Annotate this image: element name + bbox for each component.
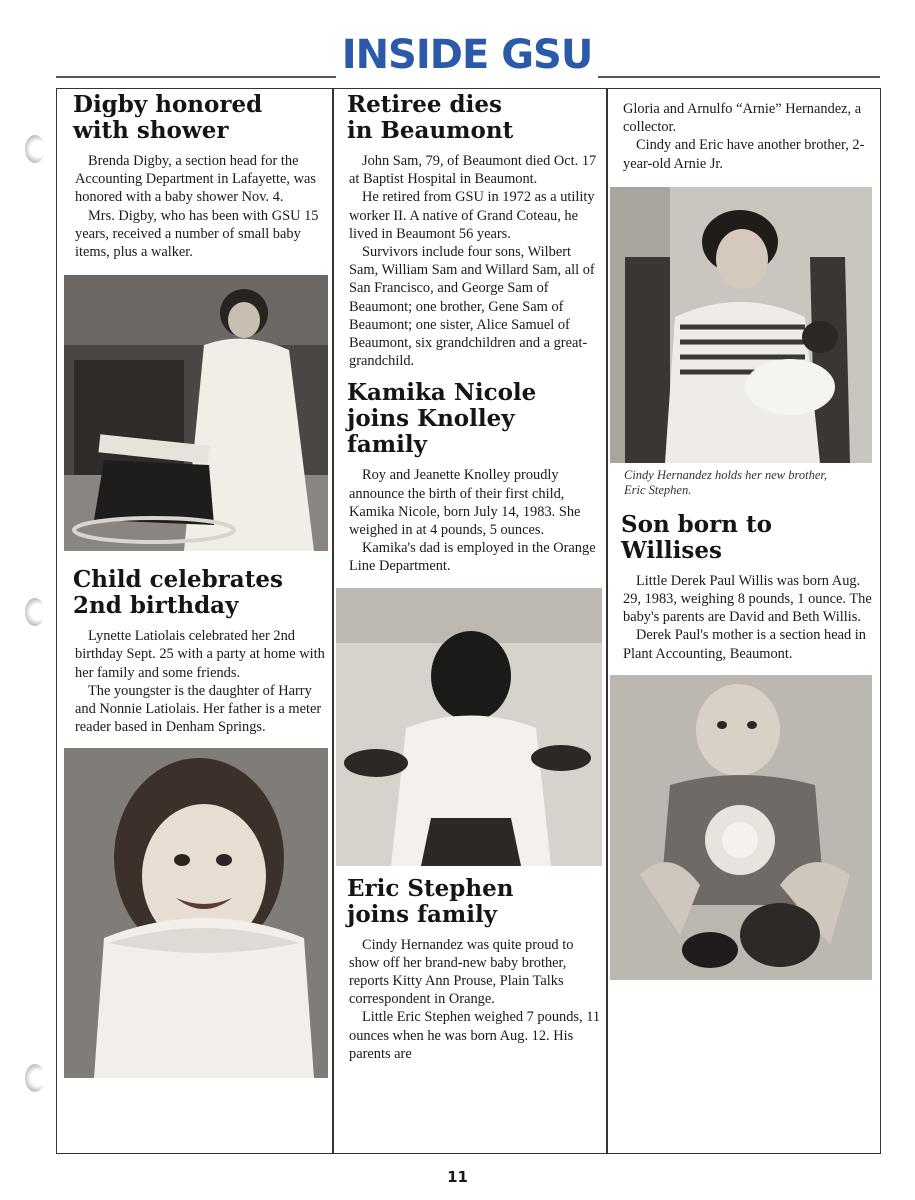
story-body (64, 627, 328, 736)
masthead-rule-left (56, 76, 336, 78)
paragraph: John Sam, 79, of Beaumont died Oct. 17 at Baptist Hospital in Beaumont. (349, 153, 597, 188)
paragraph: The youngster is the daughter of Harry and Nonnie Latiolais. Her father is a meter reader based in Denham Springs. (75, 682, 322, 736)
photo-caption-cindy-eric: Cindy Hernandez holds her new brother, Eric Stephen. (624, 467, 827, 497)
paragraph (338, 936, 602, 1009)
column-rule-1 (332, 88, 334, 1154)
photo-digby-shower-art (64, 275, 328, 551)
story-hernandez-continued (612, 88, 876, 173)
paragraph: Gloria and Arnulfo “Arnie” Hernandez, a collector. (623, 101, 862, 136)
paragraph-text: Cindy Hernandez was quite proud to show off her brand-new baby brother, reports Kitty Ann Prouse, Plain Talks correspondent in Orange. (349, 936, 574, 1008)
paragraph: Little Derek Paul Willis was born Aug. 29, 1983, weighing 8 pounds, 1 ounce. The baby's parents are David and Beth Willis. (623, 572, 872, 626)
column-3 (612, 88, 876, 980)
photo-lynette-art (64, 748, 328, 1078)
photo-derek-paul (610, 675, 872, 980)
paragraph: Cindy and Eric have another brother, 2-year-old Arnie Jr. (623, 137, 865, 172)
photo-derek-art (610, 675, 872, 980)
paragraph: Mrs. Digby, who has been with GSU 15 years, received a number of small baby items, plus a walker. (75, 207, 319, 261)
paragraph: Brenda Digby, a section head for the Accounting Department in Lafayette, was honored with a baby shower Nov. 4. (75, 153, 316, 206)
paragraph: Kamika's dad is employed in the Orange Line Department. (349, 540, 596, 575)
headline-hernandez: Eric Stephen joins family (347, 874, 514, 928)
page-number: 11 (447, 1168, 468, 1186)
paragraph: Roy and Jeanette Knolley proudly announce the birth of their first child, Kamika Nicole, born July 14, 1983. She weighed in at 4 pounds, 5 ounces. (349, 467, 581, 539)
story-willis (612, 512, 876, 663)
masthead-rule-right (598, 76, 880, 78)
column-rule-2 (606, 88, 608, 1154)
story-body (338, 936, 602, 1063)
paragraph: Little Eric Stephen weighed 7 pounds, 11 ounces when he was born Aug. 12. His parents are (349, 1009, 601, 1062)
column-2 (338, 88, 602, 1063)
photo-cindy-eric (610, 187, 872, 463)
story-body (612, 572, 876, 663)
binder-hole-top (25, 135, 45, 163)
photo-cindy-eric-art (610, 187, 872, 463)
photo-kamika-nicole (336, 588, 602, 866)
photo-lynette-latiolais (64, 748, 328, 1078)
column-1 (64, 88, 328, 1078)
headline-willis: Son born to Willises (621, 510, 772, 564)
headline-digby: Digby honored with shower (73, 91, 263, 144)
story-knolley (338, 380, 602, 575)
paragraph: He retired from GSU in 1972 as a utility worker II. A native of Grand Coteau, he lived in Beaumont 56 years. (349, 189, 595, 242)
story-body (338, 466, 602, 575)
paragraph: Lynette Latiolais celebrated her 2nd birthday Sept. 25 with a party at home with her family and some friends. (75, 628, 325, 681)
headline-sam: Retiree dies in Beaumont (347, 91, 514, 144)
story-body (64, 152, 328, 261)
headline-latiolais: Child celebrates 2nd birthday (73, 566, 283, 620)
story-latiolais (64, 567, 328, 736)
photo-digby-shower (64, 275, 328, 551)
paragraph: Derek Paul's mother is a section head in Plant Accounting, Beaumont. (623, 627, 866, 662)
story-sam (338, 92, 602, 370)
story-hernandez (338, 876, 602, 1063)
paragraph: Survivors include four sons, Wilbert Sam, William Sam and Willard Sam, all of San Francisco, and George Sam of Beaumont; one brother, Gene Sam of Beaumont; one sister, Alice Samuel of Beaumont, six grandchildren and a great-grandchild. (349, 244, 595, 370)
story-digby (64, 92, 328, 261)
binder-hole-middle (25, 598, 45, 626)
masthead-title: INSIDE GSU (341, 32, 593, 78)
photo-kamika-art (336, 588, 602, 866)
story-body (338, 152, 602, 370)
headline-knolley: Kamika Nicole joins Knolley family (347, 379, 537, 459)
binder-hole-bottom (25, 1064, 45, 1092)
masthead (0, 30, 915, 82)
